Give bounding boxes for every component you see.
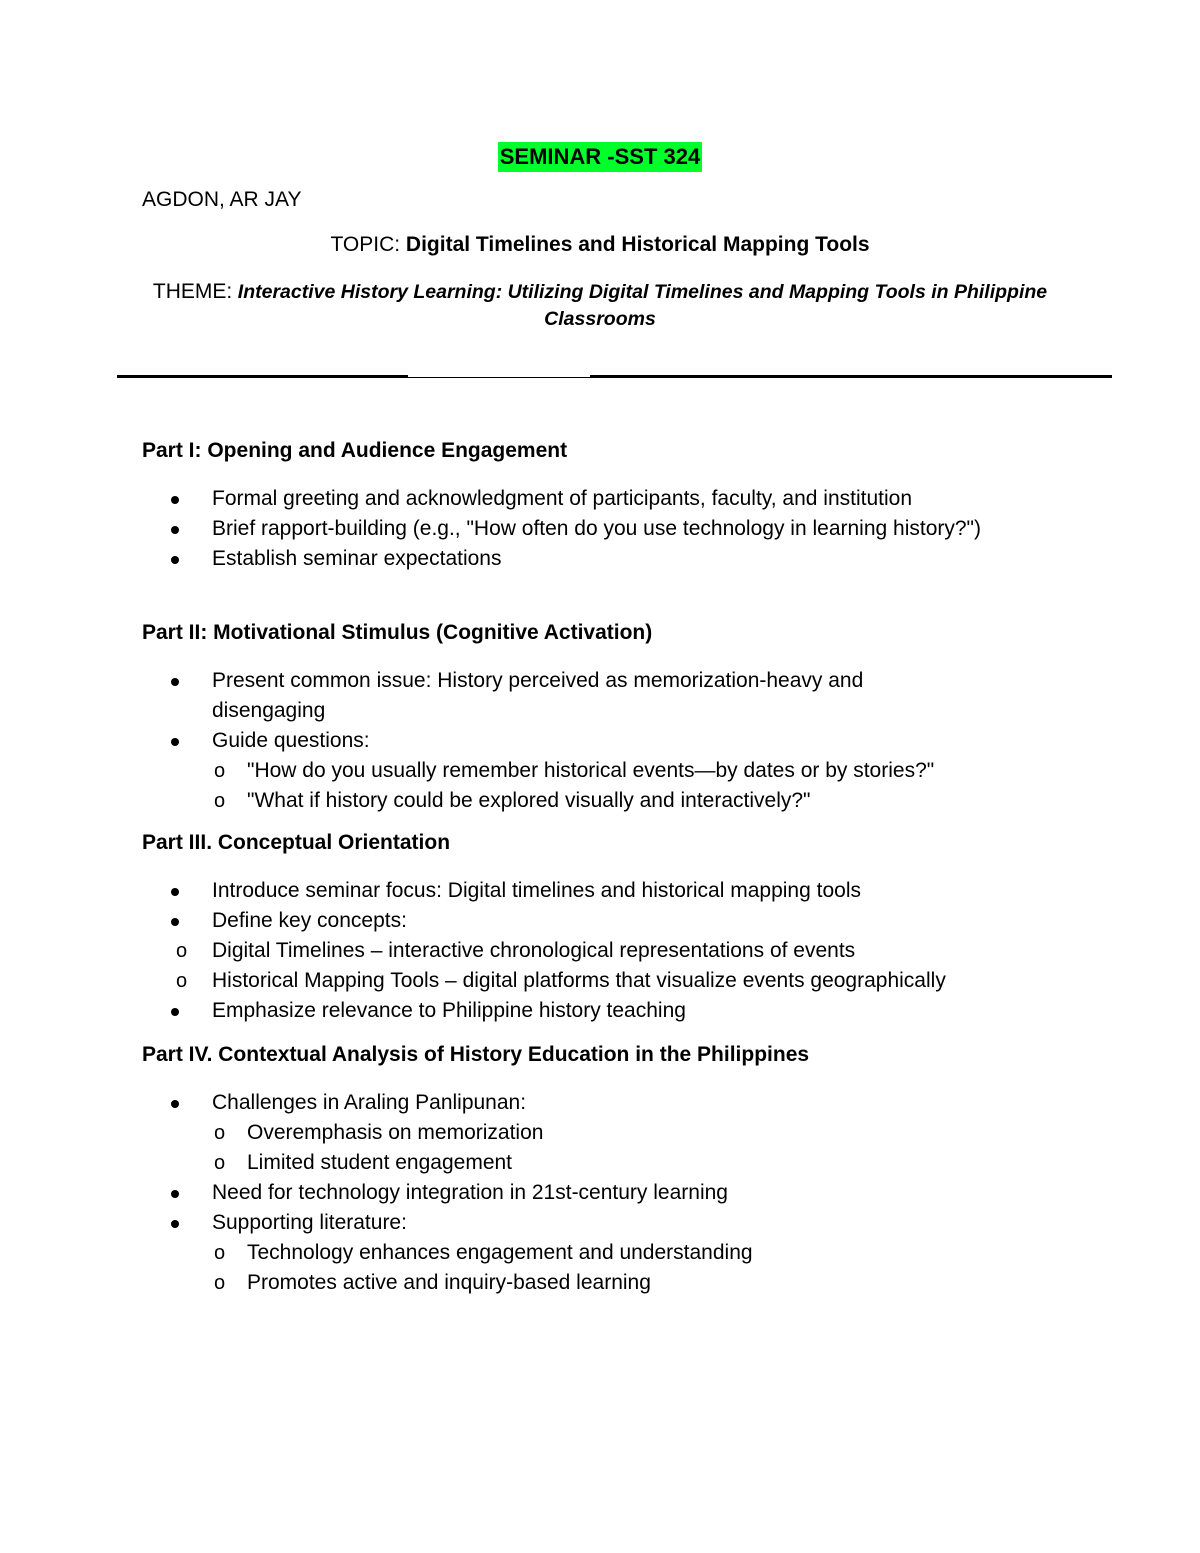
section-part-1: [142, 438, 1102, 574]
divider-left: [117, 375, 408, 378]
sub-list: [212, 1238, 1102, 1298]
list-item: Brief rapport-building (e.g., "How often do you use technology in learning history?"): [142, 514, 1102, 544]
list-item-text: Supporting literature:: [212, 1211, 407, 1234]
list-item: Present common issue: History perceived as memorization-heavy and disengaging: [142, 666, 1102, 726]
sub-list: [212, 756, 1102, 816]
list-item: o Historical Mapping Tools – digital platforms that visualize events geographically: [142, 966, 1102, 996]
section-part-3: [142, 830, 1102, 1026]
topic-label: TOPIC:: [330, 233, 401, 256]
list-item: Need for technology integration in 21st-century learning: [142, 1178, 1102, 1208]
bullet-list: [142, 876, 1102, 1026]
theme-line: [140, 278, 1060, 333]
title-block: [0, 142, 1200, 172]
author-name: AGDON, AR JAY: [142, 188, 302, 211]
list-item: [142, 1208, 1102, 1298]
divider-middle: [408, 377, 590, 378]
sub-list-item: o "What if history could be explored visually and interactively?": [212, 786, 1102, 816]
list-item: Introduce seminar focus: Digital timelines and historical mapping tools: [142, 876, 1102, 906]
list-item: Formal greeting and acknowledgment of participants, faculty, and institution: [142, 484, 1102, 514]
section-heading: Part IV. Contextual Analysis of History Education in the Philippines: [142, 1043, 810, 1066]
sub-list-item: o Promotes active and inquiry-based learning: [212, 1268, 1102, 1298]
section-part-4: [142, 1042, 1102, 1298]
bullet-list: [142, 484, 1102, 574]
sub-list-item: o Technology enhances engagement and understanding: [212, 1238, 1102, 1268]
section-heading: Part I: Opening and Audience Engagement: [142, 439, 568, 462]
theme-text: Interactive History Learning: Utilizing Digital Timelines and Mapping Tools in Philippine Classrooms: [237, 281, 1048, 330]
sub-list-item: o Overemphasis on memorization: [212, 1118, 1102, 1148]
list-item: Establish seminar expectations: [142, 544, 1102, 574]
bullet-list: [142, 1088, 1102, 1298]
topic-text: Digital Timelines and Historical Mapping Tools: [405, 233, 870, 256]
list-item-text: Guide questions:: [212, 729, 370, 752]
sub-list-item: o Limited student engagement: [212, 1148, 1102, 1178]
sub-list-item: o "How do you usually remember historical events—by dates or by stories?": [212, 756, 1102, 786]
section-heading: Part III. Conceptual Orientation: [142, 831, 451, 854]
sub-list: [212, 1118, 1102, 1178]
list-item: Define key concepts:: [142, 906, 1102, 936]
theme-label: THEME:: [152, 280, 233, 303]
section-part-2: [142, 620, 1102, 816]
list-item: [142, 1088, 1102, 1178]
list-item-text: Challenges in Araling Panlipunan:: [212, 1091, 527, 1114]
list-item: [142, 726, 1102, 816]
list-item: Emphasize relevance to Philippine history teaching: [142, 996, 1102, 1026]
bullet-list: [142, 666, 1102, 816]
section-heading: Part II: Motivational Stimulus (Cognitive Activation): [142, 621, 653, 644]
seminar-title: SEMINAR -SST 324: [498, 142, 703, 172]
topic-line: [0, 232, 1200, 258]
divider-right: [590, 375, 1112, 378]
list-item: o Digital Timelines – interactive chronological representations of events: [142, 936, 1102, 966]
